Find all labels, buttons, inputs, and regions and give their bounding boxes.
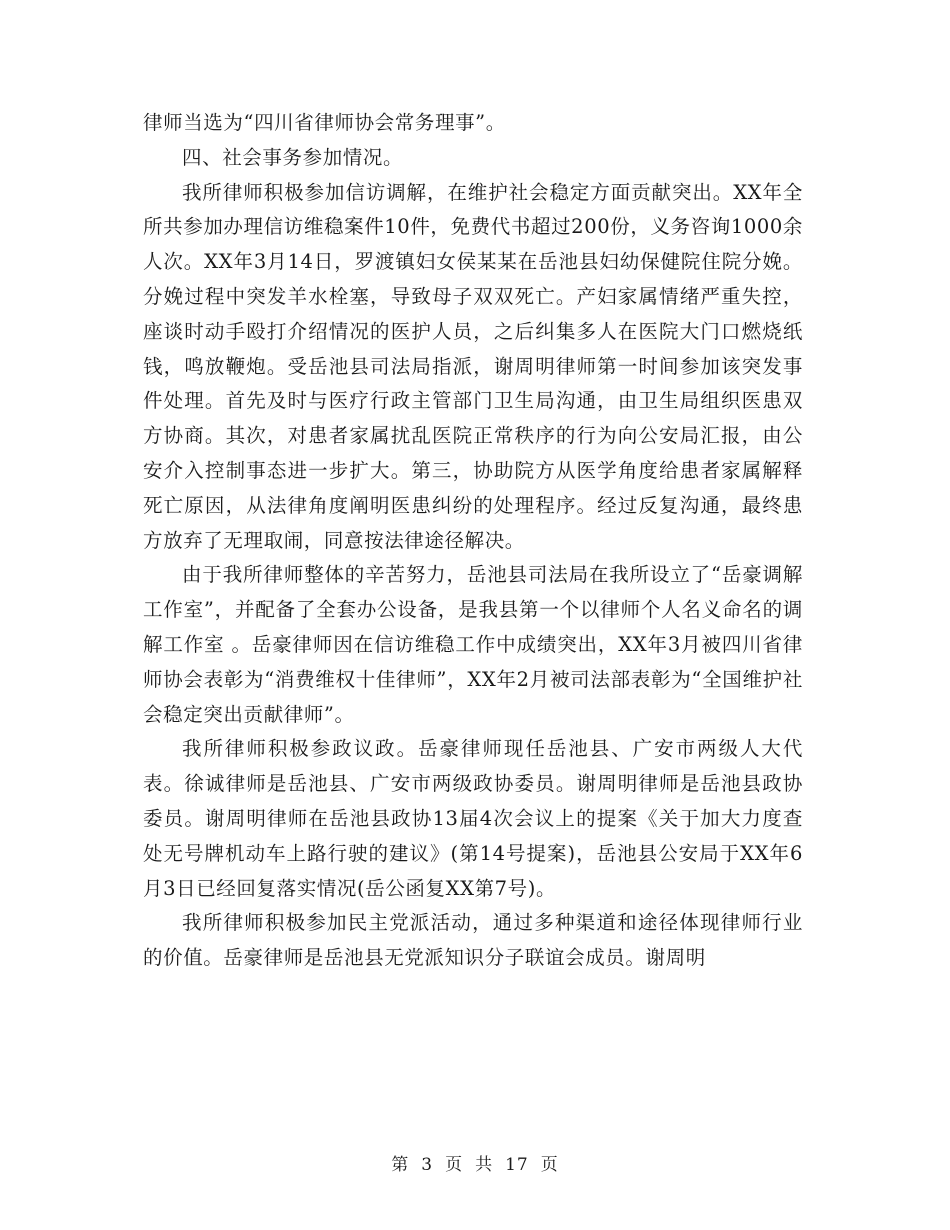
footer-page-total: 17 <box>505 1155 529 1175</box>
footer-page-prefix: 第 <box>391 1155 410 1175</box>
footer-page-suffix: 页 <box>540 1155 559 1175</box>
paragraph-5: 我所律师积极参政议政。岳豪律师现任岳池县、广安市两级人大代表。徐诚律师是岳池县、广安市两级政协委员。谢周明律师是岳池县政协委员。谢周明律师在岳池县政协13届4次会议上的提案《关于加大力度查处无号牌机动车上路行驶的建议》(第14号提案)，岳池县公安局于XX年6月3日已经回复落实情况(岳公函复XX第7号)。 <box>143 737 803 900</box>
paragraph-4: 由于我所律师整体的辛苦努力，岳池县司法局在我所设立了“岳豪调解工作室”，并配备了全套办公设备，是我县第一个以律师个人名义命名的调解工作室 。岳豪律师因在信访维稳工作中成绩突出，XX年3月被四川省律师协会表彰为“消费维权十佳律师”，XX年2月被司法部表彰为“全国维护社会稳定突出贡献律师”。 <box>143 563 803 726</box>
document-body <box>143 106 803 976</box>
paragraph-3: 我所律师积极参加信访调解，在维护社会稳定方面贡献突出。XX年全所共参加办理信访维稳案件10件，免费代书超过200份，义务咨询1000余人次。XX年3月14日，罗渡镇妇女侯某某在岳池县妇幼保健院住院分娩。分娩过程中突发羊水栓塞，导致母子双双死亡。产妇家属情绪严重失控，座谈时动手殴打介绍情况的医护人员，之后纠集多人在医院大门口燃烧纸钱，鸣放鞭炮。受岳池县司法局指派，谢周明律师第一时间参加该突发事件处理。首先及时与医疗行政主管部门卫生局沟通，由卫生局组织医患双方协商。其次，对患者家属扰乱医院正常秩序的行为向公安局汇报，由公安介入控制事态进一步扩大。第三，协助院方从医学角度给患者家属解释死亡原因，从法律角度阐明医患纠纷的处理程序。经过反复沟通，最终患方放弃了无理取闹，同意按法律途径解决。 <box>143 180 803 552</box>
section-heading-4: 四、社会事务参加情况。 <box>182 145 404 169</box>
footer-page-word: 页 <box>445 1155 464 1175</box>
paragraph-6: 我所律师积极参加民主党派活动，通过多种渠道和途径体现律师行业的价值。岳豪律师是岳池县无党派知识分子联谊会成员。谢周明 <box>143 911 803 970</box>
page-footer <box>0 1150 950 1175</box>
footer-total-word: 共 <box>475 1155 494 1175</box>
footer-page-number: 3 <box>421 1155 434 1175</box>
paragraph-1: 律师当选为“四川省律师协会常务理事”。 <box>143 111 506 134</box>
